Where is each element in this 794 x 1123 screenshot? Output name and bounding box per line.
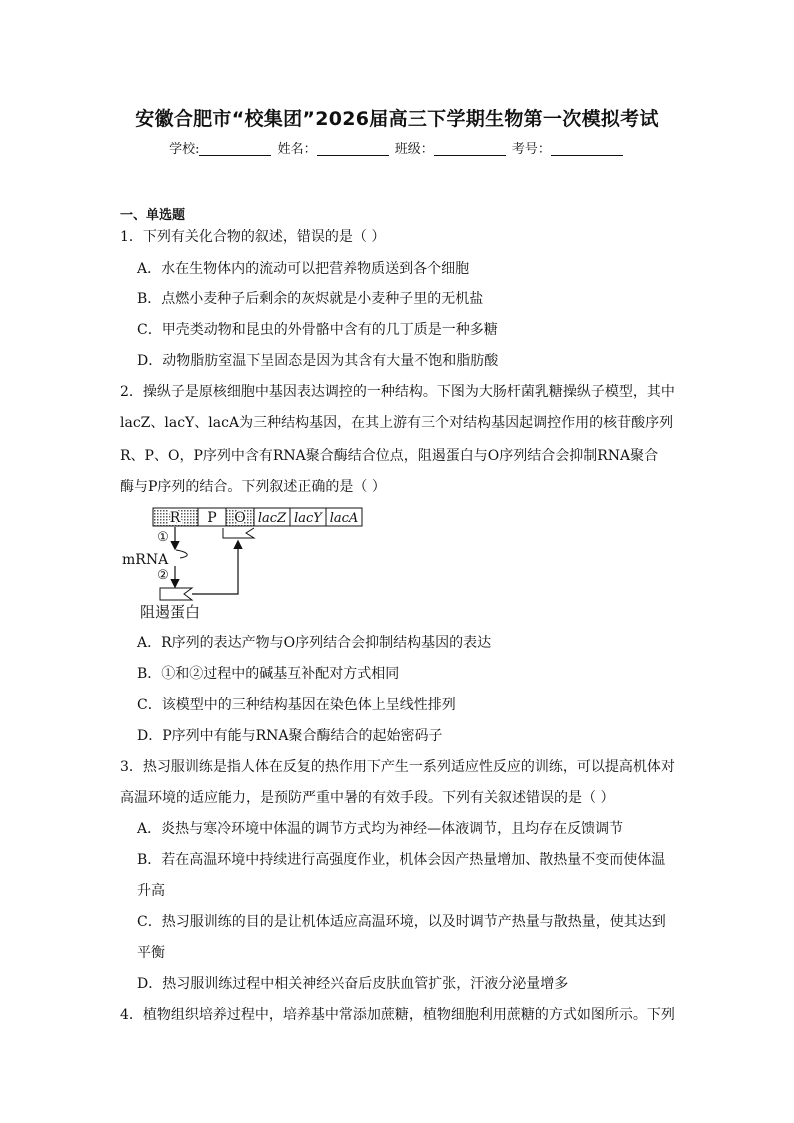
- name-label: 姓名：: [277, 142, 317, 157]
- repressor-bound-shape: [223, 528, 254, 538]
- segment-o-label: O: [234, 510, 246, 526]
- q3-option-c-line-2: 平衡: [137, 945, 165, 961]
- q2-option-d: D．P序列中有能与RNA聚合酶结合的起始密码子: [137, 728, 443, 744]
- exam-number-blank[interactable]: [551, 141, 623, 156]
- segment-laca-label: lacA: [329, 511, 359, 526]
- name-field[interactable]: [278, 138, 391, 157]
- name-blank[interactable]: [317, 141, 389, 156]
- repressor-protein-shape: [160, 588, 192, 600]
- q2-option-c: C．该模型中的三种结构基因在染色体上呈线性排列: [137, 697, 456, 713]
- step-1-label: ①: [157, 530, 169, 545]
- segment-r-label: R: [169, 510, 181, 526]
- step-2-label: ②: [157, 568, 169, 583]
- arrow-repressor-binding: [192, 542, 238, 594]
- section-title: 一、单选题: [120, 208, 186, 223]
- exam-number-field[interactable]: [512, 138, 625, 157]
- class-blank[interactable]: [434, 141, 506, 156]
- q1-option-c: C．甲壳类动物和昆虫的外骨骼中含有的几丁质是一种多糖: [137, 322, 498, 338]
- school-label: 学校:: [169, 142, 200, 157]
- q3-stem-line-2: 高温环境的适应能力，是预防严重中暑的有效手段。下列有关叙述错误的是（ ）: [120, 790, 615, 806]
- mrna-label: mRNA: [122, 552, 169, 568]
- q2-option-a: A．R序列的表达产物与O序列结合会抑制结构基因的表达: [137, 635, 492, 651]
- q2-stem-line-2: lacZ、lacY、lacA为三种结构基因，在其上游有三个对结构基因起调控作用的核苷酸序列: [120, 415, 674, 431]
- mrna-strand: [176, 550, 187, 558]
- q3-option-c-line-1: C．热习服训练的目的是让机体适应高温环境，以及时调节产热量与散热量，使其达到: [137, 914, 666, 930]
- q4-stem-line-1: 4．植物组织培养过程中，培养基中常添加蔗糖，植物细胞利用蔗糖的方式如图所示。下列: [120, 1007, 675, 1023]
- q1-option-d: D．动物脂肪室温下呈固态是因为其含有大量不饱和脂肪酸: [137, 353, 499, 369]
- segment-lacy-label: lacY: [294, 511, 322, 526]
- q3-option-a: A．炎热与寒冷环境中体温的调节方式均为神经—体液调节，且均存在反馈调节: [137, 821, 624, 837]
- dna-strip: [153, 508, 362, 526]
- segment-p-label: P: [207, 510, 217, 526]
- school-field[interactable]: [169, 138, 273, 157]
- exam-title: 安徽合肥市“校集团”2026届高三下学期生物第一次模拟考试: [135, 108, 659, 130]
- class-label: 班级：: [394, 142, 434, 157]
- operon-diagram: [118, 504, 378, 624]
- q1-stem: 1．下列有关化合物的叙述，错误的是（ ）: [120, 229, 386, 245]
- repressor-label: 阻遏蛋白: [140, 603, 201, 621]
- q2-stem-line-3: R、P、O，P序列中含有RNA聚合酶结合位点，阻遏蛋白与O序列结合会抑制RNA聚合: [120, 448, 659, 464]
- q3-option-b-line-2: 升高: [137, 883, 165, 899]
- q3-option-d: D．热习服训练过程中相关神经兴奋后皮肤血管扩张，汗液分泌量增多: [137, 976, 569, 992]
- q2-stem-line-1: 2．操纵子是原核细胞中基因表达调控的一种结构。下图为大肠杆菌乳糖操纵子模型，其中: [120, 384, 675, 400]
- class-field[interactable]: [395, 138, 508, 157]
- student-info-row: [0, 138, 794, 157]
- q2-option-b: B．①和②过程中的碱基互补配对方式相同: [137, 666, 400, 682]
- q3-option-b-line-1: B．若在高温环境中持续进行高强度作业，机体会因产热量增加、散热量不变而使体温: [137, 852, 666, 868]
- q2-stem-line-4: 酶与P序列的结合。下列叙述正确的是（ ）: [120, 479, 386, 495]
- q3-stem-line-1: 3．热习服训练是指人体在反复的热作用下产生一系列适应性反应的训练，可以提高机体对: [120, 759, 675, 775]
- segment-lacz-label: lacZ: [257, 511, 287, 526]
- exam-number-label: 考号：: [511, 142, 551, 157]
- q1-option-a: A．水在生物体内的流动可以把营养物质送到各个细胞: [137, 261, 470, 277]
- school-blank[interactable]: [199, 141, 271, 156]
- q1-option-b: B．点燃小麦种子后剩余的灰烬就是小麦种子里的无机盐: [137, 291, 484, 307]
